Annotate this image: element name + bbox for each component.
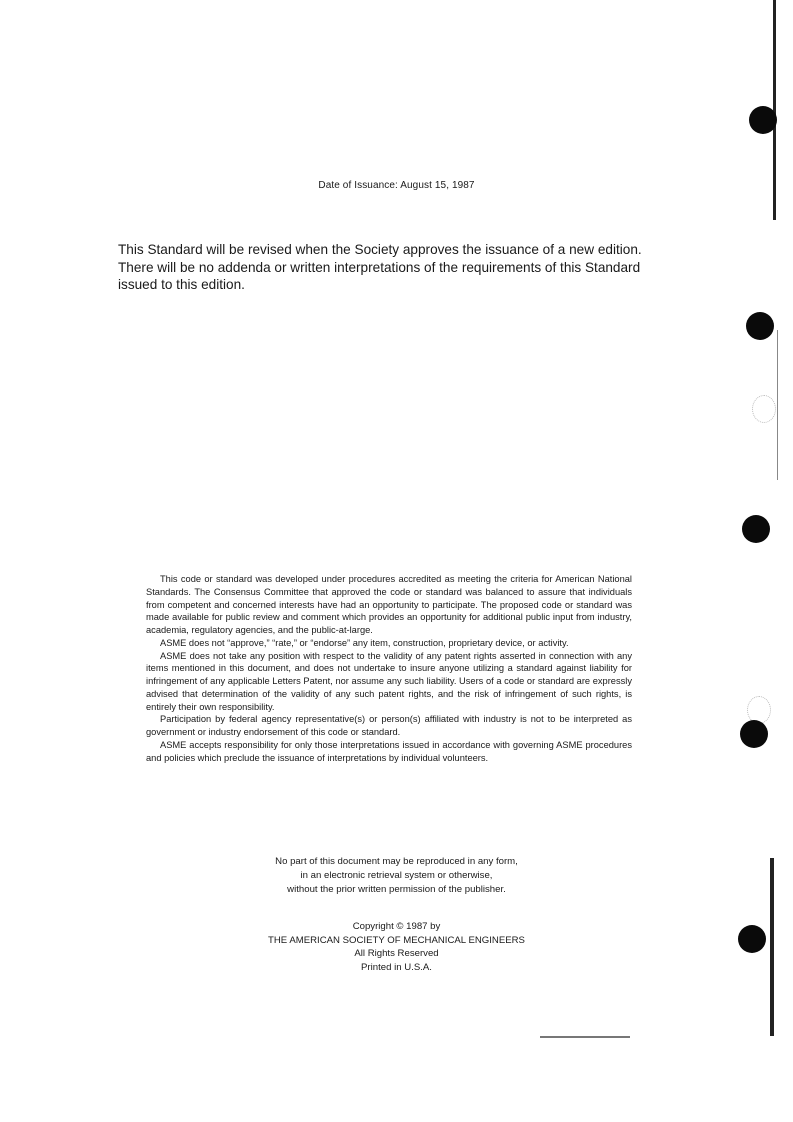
reproduction-line: without the prior written permission of the publisher. <box>287 884 506 895</box>
binder-hole-faint <box>752 395 776 423</box>
scan-edge-shadow <box>777 330 778 480</box>
scan-edge-shadow <box>540 1036 630 1038</box>
revision-notice <box>118 241 678 294</box>
revision-line: issued to this edition. <box>118 277 245 292</box>
legal-paragraph: ASME accepts responsibility for only those interpretations issued in accordance with governing ASME procedures and policies which preclude the issuance of interpretations by individual volunteers. <box>146 739 632 763</box>
publisher-name: THE AMERICAN SOCIETY OF MECHANICAL ENGINEERS <box>268 934 525 946</box>
binder-hole <box>746 312 774 340</box>
scan-edge-shadow <box>770 858 774 1036</box>
revision-line: This Standard will be revised when the Society approves the issuance of a new edition. <box>118 242 642 257</box>
rights-line: All Rights Reserved <box>354 948 439 959</box>
legal-paragraph: Participation by federal agency representative(s) or person(s) affiliated with industry is not to be interpreted as government or industry endorsement of this code or standard. <box>146 714 632 737</box>
copyright-line: Copyright © 1987 by <box>352 921 441 932</box>
binder-hole <box>749 106 777 134</box>
legal-paragraph: This code or standard was developed under procedures accredited as meeting the criteria for American National Standards. The Consensus Committee that approved the code or standard was balanced to assure that individuals from competent and concerned interests have had an opportunity to participate. The proposed code or standard was made available for public review and comment which provides an opportunity for additional public input from industry, academia, regulatory agencies, and the public-at-large. <box>146 574 632 635</box>
reproduction-line: in an electronic retrieval system or otherwise, <box>300 870 493 881</box>
binder-hole <box>738 925 766 953</box>
binder-hole <box>740 720 768 748</box>
legal-paragraph: ASME does not “approve,” “rate,” or “endorse” any item, construction, proprietary device, or activity. <box>160 637 569 648</box>
reproduction-line: No part of this document may be reproduced in any form, <box>275 856 518 867</box>
printed-line: Printed in U.S.A. <box>361 961 432 973</box>
reproduction-notice <box>0 855 793 897</box>
binder-hole <box>742 515 770 543</box>
copyright-block <box>0 920 793 974</box>
legal-paragraph: ASME does not take any position with respect to the validity of any patent rights asserted in connection with any items mentioned in this document, and does not undertake to insure anyone utilizing a standard against liability for infringement of any applicable Letters Patent, nor assume any such liability. Users of a code or standard are expressly advised that determination of the validity of any such patent rights, and the risk of infringement of such rights, is entirely their own responsibility. <box>146 650 632 712</box>
issuance-date: Date of Issuance: August 15, 1987 <box>318 180 475 191</box>
legal-notice <box>146 573 632 764</box>
revision-line: There will be no addenda or written interpretations of the requirements of this Standard <box>118 259 641 275</box>
